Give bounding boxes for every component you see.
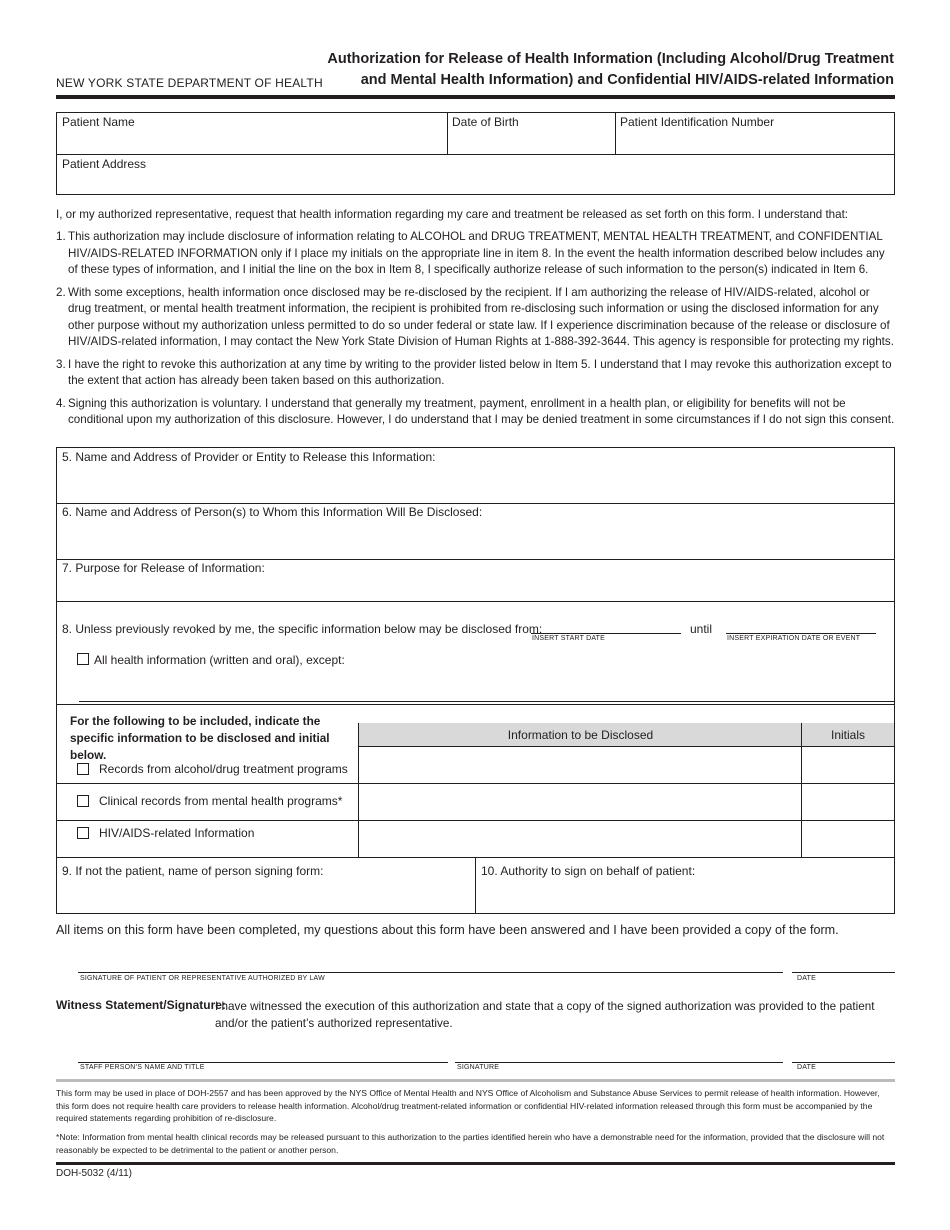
form-title: [274, 49, 894, 91]
col-header-info: Information to be Disclosed: [507, 728, 654, 742]
mental-health-info-input[interactable]: [359, 784, 801, 820]
term-text: This authorization may include disclosure of information relating to ALCOHOL and DRUG TREATMENT, MENTAL HEALTH TREATMENT, and CONFIDENTIAL HIV/AIDS-RELATED INFORMATION only if I place my initials on the appropriate line in item 8. In the event the health information described below includes any of these types of information, and I initial the line on the box in Item 8, I specifically authorize release of such information to the person(s) indicated in Item 6.: [68, 230, 885, 276]
alcohol-drug-info-input[interactable]: [359, 747, 801, 783]
dob-label: Date of Birth: [452, 115, 519, 129]
completion-statement: All items on this form have been completed, my questions about this form have been answered and I have been provided a copy of the form.: [56, 923, 839, 937]
patient-date-line[interactable]: [792, 950, 895, 973]
row-label: HIV/AIDS-related Information: [99, 826, 255, 840]
form-title-line1: Authorization for Release of Health Information (Including Alcohol/Drug Treatment: [327, 51, 894, 67]
witness-label: Witness Statement/Signature:: [56, 998, 226, 1012]
staff-name-caption: STAFF PERSON’S NAME AND TITLE: [80, 1064, 205, 1071]
form-id: DOH-5032 (4/11): [56, 1168, 132, 1179]
staff-date-caption: DATE: [797, 1064, 816, 1071]
end-date-input[interactable]: [726, 620, 876, 634]
row-label: Clinical records from mental health programs*: [99, 794, 343, 808]
disclosure-section: [56, 447, 895, 858]
item9-label: 9. If not the patient, name of person signing form:: [62, 864, 324, 878]
terms-list: [56, 229, 896, 435]
start-date-caption: INSERT START DATE: [532, 635, 606, 642]
signer-name-field[interactable]: [57, 858, 476, 913]
purpose-field[interactable]: [57, 560, 894, 602]
term-item: [56, 357, 896, 390]
term-number: 2.: [56, 285, 66, 299]
alcohol-drug-checkbox[interactable]: [77, 763, 89, 775]
footer-rule: [56, 1079, 895, 1082]
end-date-caption: INSERT EXPIRATION DATE OR EVENT: [727, 635, 861, 642]
all-info-checkbox[interactable]: [77, 653, 89, 665]
start-date-input[interactable]: [531, 620, 681, 634]
header-rule: [56, 95, 895, 99]
term-number: 1.: [56, 230, 66, 243]
staff-date-line[interactable]: [792, 1040, 895, 1063]
term-text: With some exceptions, health information once disclosed may be re-disclosed by the recipient. If I am authorizing the release of HIV/AIDS-related, alcohol or drug treatment, or mental health treatment information, the recipient is prohibited from re-disclosing such information or using the disclosed information for any other purpose without my authorization unless permitted to do so under federal or state law. If I experience discrimination because of the release or disclosure of HIV/AIDS-related information, I may contact the New York State Division of Human Rights at 1-888-392-3644. This agency is responsible for protecting my rights.: [68, 285, 894, 348]
alcohol-drug-initials-input[interactable]: [802, 747, 894, 783]
item8-label: 8. Unless previously revoked by me, the specific information below may be disclosed from:: [62, 622, 543, 636]
row-label: Records from alcohol/drug treatment programs: [99, 762, 348, 776]
table-instructions: For the following to be included, indicate the specific information to be disclosed and initial below.: [70, 714, 330, 762]
witness-text: I have witnessed the execution of this authorization and state that a copy of the signed authorization was provided to the patient and/or the patient’s authorized representative.: [215, 1000, 875, 1030]
patient-address-label: Patient Address: [62, 157, 147, 171]
until-label: until: [690, 622, 713, 636]
item7-label: 7. Purpose for Release of Information:: [62, 561, 265, 575]
term-item: [56, 396, 896, 429]
intro-text: I, or my authorized representative, request that health information regarding my care and treatment be released as set forth on this form. I understand that:: [56, 208, 849, 221]
department-name: NEW YORK STATE DEPARTMENT OF HEALTH: [56, 76, 323, 90]
patient-name-label: Patient Name: [62, 115, 135, 129]
footer-note-1: This form may be used in place of DOH-2557 and has been approved by the NYS Office of Mental Health and NYS Office of Alcoholism and Substance Abuse Services to permit release of health information. However, this form does not require health care providers to release health information. Alcohol/drug treatment-related information or confidential HIV-related information released through this form must be accompanied by the required statements regarding prohibition of re-disclosure.: [56, 1088, 880, 1123]
patient-info-box: [56, 112, 895, 195]
signer-section: [56, 857, 895, 914]
patient-name-field[interactable]: [57, 113, 447, 154]
provider-field[interactable]: [57, 448, 894, 504]
term-number: 3.: [56, 357, 66, 371]
term-item: [56, 229, 896, 279]
item6-label: 6. Name and Address of Person(s) to Whom this Information Will Be Disclosed:: [62, 505, 483, 519]
form-title-line2: and Mental Health Information) and Confidential HIV/AIDS-related Information: [360, 72, 894, 88]
recipient-field[interactable]: [57, 504, 894, 560]
staff-signature-caption: SIGNATURE: [457, 1064, 500, 1071]
staff-name-line[interactable]: [78, 1040, 448, 1063]
authority-field[interactable]: [477, 858, 894, 913]
dob-field[interactable]: [448, 113, 615, 154]
footer-note-2: *Note: Information from mental health clinical records may be released pursuant to this authorization to the parties identified herein who have a demonstrable need for the information, provided that the disclosure will not reasonably be expected to be detrimental to the patient or another person.: [56, 1132, 885, 1155]
patient-id-label: Patient Identification Number: [620, 115, 775, 129]
item5-label: 5. Name and Address of Provider or Entity to Release this Information:: [62, 450, 436, 464]
divider: [57, 704, 894, 705]
term-number: 4.: [56, 396, 66, 410]
term-item: [56, 285, 896, 351]
hiv-aids-info-input[interactable]: [359, 821, 801, 858]
mental-health-checkbox[interactable]: [77, 795, 89, 807]
staff-signature-line[interactable]: [455, 1040, 783, 1063]
patient-signature-line[interactable]: [78, 950, 783, 973]
term-text: I have the right to revoke this authorization at any time by writing to the provider listed below in Item 5. I understand that I may revoke this authorization except to the extent that action has already been taken based on this authorization.: [68, 357, 892, 387]
item10-label: 10. Authority to sign on behalf of patient:: [481, 864, 696, 878]
patient-signature-caption: SIGNATURE OF PATIENT OR REPRESENTATIVE AUTHORIZED BY LAW: [80, 975, 325, 982]
hiv-aids-initials-input[interactable]: [802, 821, 894, 858]
patient-address-field[interactable]: [57, 155, 894, 195]
hiv-aids-checkbox[interactable]: [77, 827, 89, 839]
footer-bottom-rule: [56, 1162, 895, 1165]
col-header-initials: Initials: [830, 728, 865, 742]
patient-id-field[interactable]: [616, 113, 894, 154]
all-info-label: All health information (written and oral), except:: [94, 653, 345, 667]
term-text: Signing this authorization is voluntary. I understand that generally my treatment, payment, enrollment in a health plan, or eligibility for benefits will not be conditional upon my authorization of this disclosure. However, I do understand that I may be denied treatment in some circumstances if I do not sign this consent.: [68, 396, 895, 426]
mental-health-initials-input[interactable]: [802, 784, 894, 820]
except-line[interactable]: [79, 678, 894, 702]
patient-date-caption: DATE: [797, 975, 816, 982]
